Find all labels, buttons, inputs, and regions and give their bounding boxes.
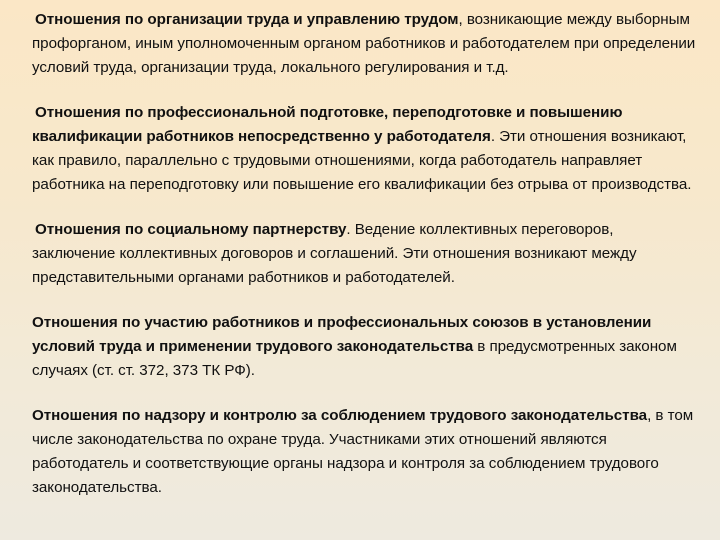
paragraph-heading: Отношения по организации труда и управлению трудом [35,11,459,28]
paragraph-social-partnership [32,218,700,290]
paragraph-union-participation [32,311,700,383]
paragraph-supervision-control [32,404,700,500]
paragraph-text: , возникающие между выборным профорганом, иным уполномоченным органом работников и работодателем при определении условий труда, организации труда, локального регулирования и т.д. [32,11,696,76]
paragraph-text: , в том числе законодательства по охране труда. Участниками этих отношений являются работодатель и соответствующие органы надзора и контроля за соблюдением трудового законодательства. [32,407,694,496]
paragraph-text: . Эти отношения возникают, как правило, параллельно с трудовыми отношениями, когда работодатель направляет работника на переподготовку или повышение его квалификации без отрыва от производства. [32,128,692,193]
paragraph-heading: Отношения по участию работников и профессиональных союзов в установлении условий труда и применении трудового законодательства [32,314,652,355]
paragraph-heading: Отношения по надзору и контролю за соблюдением трудового законодательства [32,407,648,424]
paragraph-professional-training [32,101,700,197]
paragraph-heading: Отношения по профессиональной подготовке, переподготовке и повышению квалификации работников непосредственно у работодателя [32,104,623,145]
paragraph-text: в предусмотренных законом случаях (ст. ст. 372, 373 ТК РФ). [32,338,677,379]
paragraph-heading: Отношения по социальному партнерству [35,221,347,238]
paragraph-labor-organization [32,8,700,80]
paragraph-text: . Ведение коллективных переговоров, заключение коллективных договоров и соглашений. Эти отношения возникают между представительными органами работников и работодателей. [32,221,637,286]
